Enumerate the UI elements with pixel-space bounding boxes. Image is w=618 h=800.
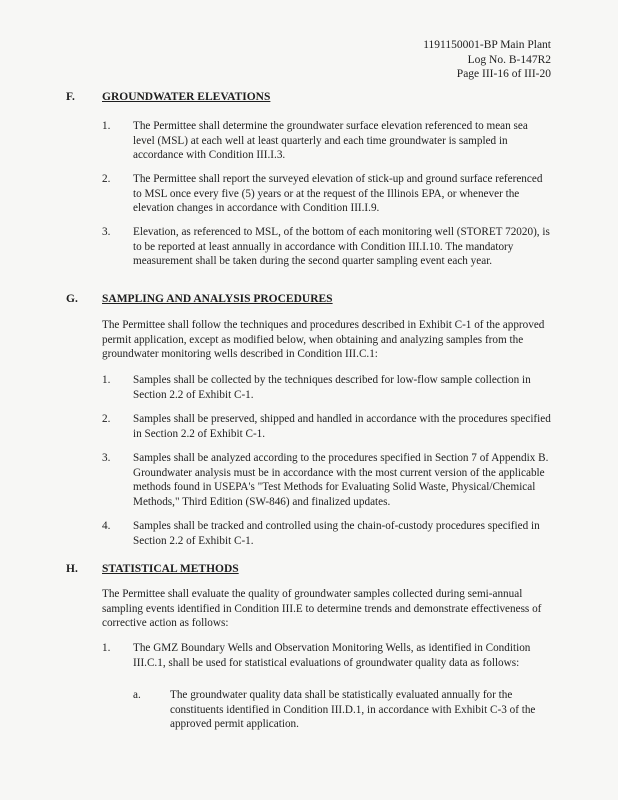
item-number: 1. bbox=[102, 120, 111, 132]
item-text: Samples shall be preserved, shipped and handled in accordance with the procedures specified in Section 2.2 of Exhibit C-1. bbox=[133, 413, 551, 440]
page-number: Page III-16 of III-20 bbox=[456, 68, 551, 80]
section-letter: G. bbox=[66, 293, 78, 305]
item-text: The GMZ Boundary Wells and Observation Monitoring Wells, as identified in Condition III.C.1, shall be used for statistical evaluations of groundwater quality data as follows: bbox=[133, 642, 531, 669]
item-number: 4. bbox=[102, 520, 111, 532]
item-text: Samples shall be tracked and controlled using the chain-of-custody procedures specified in Section 2.2 of Exhibit C-1. bbox=[133, 520, 540, 547]
item-text: Samples shall be analyzed according to the procedures specified in Section 7 of Appendix B. Groundwater analysis must be in accordance with the most current version of the applicable methods found in USEPA's "Test Methods for Evaluating Solid Waste, Physical/Chemical Methods," Third Edition (SW-846) and finalized updates. bbox=[133, 452, 549, 508]
section-letter: F. bbox=[66, 91, 75, 103]
section-letter: H. bbox=[66, 563, 78, 575]
subitem-letter: a. bbox=[133, 689, 141, 701]
item-text: The Permittee shall determine the groundwater surface elevation referenced to mean sea level (MSL) at each well at least quarterly and each time groundwater is sampled in accordance with Condition III.I.3. bbox=[133, 120, 528, 161]
subitem-text: The groundwater quality data shall be statistically evaluated annually for the constituents identified in Condition III.D.1, in accordance with Exhibit C-3 of the approved permit application. bbox=[170, 689, 536, 730]
item-text: Elevation, as referenced to MSL, of the bottom of each monitoring well (STORET 72020), is to be reported at least annually in accordance with Condition III.I.10. The mandatory measurement shall be taken during the second quarter sampling event each year. bbox=[133, 226, 550, 267]
item-text: The Permittee shall report the surveyed elevation of stick-up and ground surface referenced to MSL once every five (5) years or at the request of the Illinois EPA, or whenever the elevation changes in accordance with Condition III.I.9. bbox=[133, 173, 543, 214]
item-number: 1. bbox=[102, 642, 111, 654]
item-text: Samples shall be collected by the techniques described for low-flow sample collection in Section 2.2 of Exhibit C-1. bbox=[133, 374, 531, 401]
log-number: Log No. B-147R2 bbox=[467, 53, 551, 66]
item-number: 3. bbox=[102, 452, 111, 464]
section-h-heading bbox=[66, 562, 239, 576]
section-g-intro: The Permittee shall follow the techniques and procedures described in Exhibit C-1 of the approved permit application, except as modified below, when obtaining and analyzing samples from the groundwater monitoring wells described in Condition III.C.1: bbox=[102, 319, 545, 360]
item-number: 2. bbox=[102, 413, 111, 425]
section-title: STATISTICAL METHODS bbox=[102, 563, 239, 575]
item-number: 1. bbox=[102, 374, 111, 386]
item-number: 3. bbox=[102, 226, 111, 238]
section-h-intro: The Permittee shall evaluate the quality of groundwater samples collected during semi-annual sampling events identified in Condition III.E to determine trends and demonstrate effectiveness of corrective action as follows: bbox=[102, 588, 542, 629]
page-header bbox=[423, 38, 551, 82]
item-number: 2. bbox=[102, 173, 111, 185]
section-g-heading bbox=[66, 292, 333, 306]
section-title: GROUNDWATER ELEVATIONS bbox=[102, 91, 271, 103]
permit-number: 1191150001-BP Main Plant bbox=[423, 39, 551, 51]
section-title: SAMPLING AND ANALYSIS PROCEDURES bbox=[102, 293, 333, 305]
section-f-heading bbox=[66, 90, 270, 104]
